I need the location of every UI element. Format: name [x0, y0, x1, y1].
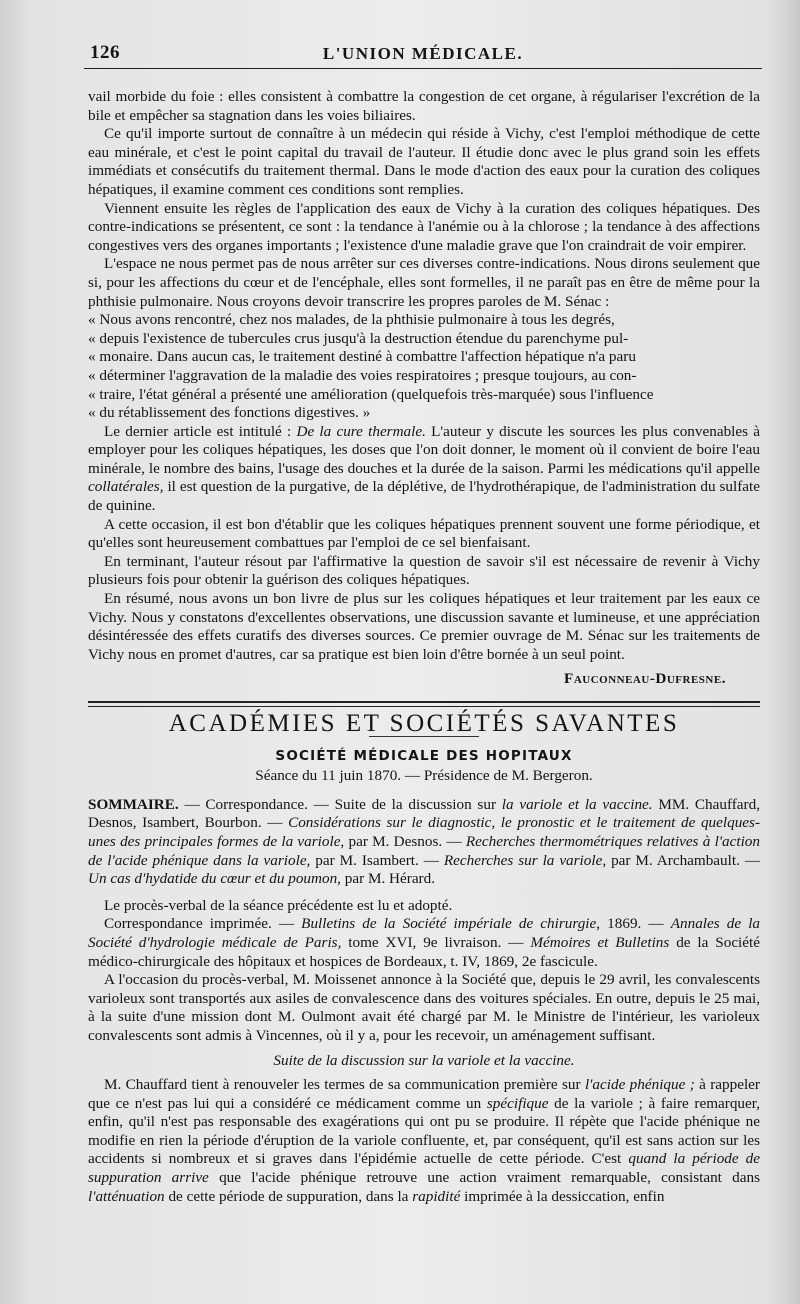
- text-run: par M. Isambert. —: [310, 851, 444, 869]
- author-signature: Fauconneau-Dufresne.: [564, 670, 726, 688]
- summary-label: SOMMAIRE.: [88, 795, 179, 813]
- minutes-paragraph: [88, 1076, 760, 1206]
- italic-run: spécifique: [486, 1094, 549, 1112]
- text-run: il est question de la purgative, de la déplétive, de l'hydrothérapique, de l'administration du sulfate de quinine.: [88, 478, 760, 515]
- minutes-paragraph: [88, 915, 760, 971]
- review-paragraph: L'espace ne nous permet pas de nous arrêter sur ces diverses contre-indications. Nous dirons seulement que si, pour les affections du cœur et de l'encéphale, elles sont formelles, il ne paraît pas en être de même pour la phthisie pulmonaire. Nous croyons devoir transcrire les propres paroles de M. Sénac :: [88, 255, 760, 310]
- italic-run: rapidité: [412, 1187, 461, 1205]
- italic-run: Annales de la Société d'hydrologie médicale de Paris,: [88, 915, 761, 951]
- page-body: [88, 88, 760, 1206]
- text-run: Le dernier article est intitulé :: [104, 422, 297, 440]
- running-title: L'UNION MÉDICALE.: [322, 44, 524, 63]
- text-run: — Correspondance. — Suite de la discussion sur: [178, 795, 502, 813]
- quote-line: « du rétablissement des fonctions digestives. »: [88, 404, 371, 422]
- quote-line: « traire, l'état général a présenté une amélioration (quelquefois très-marquée) sous l'influence: [88, 385, 654, 403]
- review-paragraph: Ce qu'il importe surtout de connaître à un médecin qui réside à Vichy, c'est l'emploi méthodique de cette eau minérale, et c'est le point capital du travail de l'auteur. Il étudie donc avec le plus grand soin les effets immédiats et consécutifs du traitement thermal. Dans le mode d'action des eaux pour la curation des coliques hépatiques, il examine comment ces conditions sont remplies.: [88, 125, 760, 198]
- section-title: ACADÉMIES ET SOCIÉTÉS SAVANTES: [168, 710, 680, 737]
- italic-run: Considérations sur le diagnostic, le pronostic et le traitement de quelques-unes des principales formes de la variole,: [88, 814, 760, 850]
- review-paragraph: [88, 423, 760, 516]
- italic-run: Un cas d'hydatide du cœur et du poumon,: [88, 870, 341, 888]
- italic-run: quand la période de suppuration arrive: [88, 1150, 761, 1187]
- quote-line: « déterminer l'aggravation de la maladie des voies respiratoires ; presque toujours, au con-: [88, 366, 637, 384]
- society-heading: SOCIÉTÉ MÉDICALE DES HOPITAUX: [275, 747, 573, 764]
- text-run: MM. Chauffard, Desnos, Isambert, Bourbon. —: [88, 795, 760, 832]
- text-run: imprimée à la dessiccation, enfin: [460, 1187, 665, 1205]
- text-run: L'auteur y discute les sources les plus convenables à employer pour les coliques hépatiques, les doses que l'on doit donner, le moment où il convient de boire l'eau minérale, le nombre des bains, l'usage des douches et la durée de la saison. Parmi les médications qu'il appelle: [88, 422, 761, 477]
- text-run: de la Société médico-chirurgicale des hôpitaux et hospices de Bordeaux, t. IV, 1869, 2e fascicule.: [88, 933, 760, 970]
- quote-line: « monaire. Dans aucun cas, le traitement destiné à combattre l'affection hépatique n'a paru: [88, 348, 636, 366]
- summary-paragraph: [88, 796, 760, 889]
- italic-run: la variole et la vaccine.: [501, 795, 653, 813]
- italic-run: Recherches sur la variole,: [443, 851, 607, 869]
- review-paragraph: En résumé, nous avons un bon livre de plus sur les coliques hépatiques et leur traitement par les eaux ce Vichy. Nous y constatons d'excellentes observations, une discussion savante et lumineuse, et une appréciation désintéressée des effets curatifs des diverses sources. Ce premier ouvrage de M. Sénac sur les traitements de Vichy nous en promet d'autres, car sa pratique est bien loin d'être bornée à un seul point.: [88, 590, 760, 663]
- text-run: tome XVI, 9e livraison. —: [341, 933, 531, 951]
- session-line: Séance du 11 juin 1870. — Présidence de M. Bergeron.: [255, 767, 593, 785]
- text-run: de la variole ; à faire remarquer, enfin, qu'il n'est pas responsable des exagérations qui ont pu se produire. Il répète que l'acide phénique ne modifie en rien la période d'éruption de la variole confluente, et, par conséquent, qu'il est sans action sur les accidents si nombreux et si graves dans l'épidémie actuelle de cette période. C'est: [88, 1094, 760, 1168]
- review-paragraph: En terminant, l'auteur résout par l'affirmative la question de savoir s'il est nécessaire de revenir à Vichy plusieurs fois pour obtenir la guérison des coliques hépatiques.: [88, 552, 760, 589]
- review-paragraph: vail morbide du foie : elles consistent à combattre la congestion de cet organe, à régulariser l'excrétion de la bile et empêcher sa stagnation dans les voies biliaires.: [88, 88, 760, 124]
- text-run: de cette période de suppuration, dans la: [164, 1187, 413, 1205]
- page-header: [84, 38, 762, 69]
- italic-run: Mémoires et Bulletins: [530, 933, 670, 951]
- text-run: Correspondance imprimée. —: [104, 915, 302, 933]
- page-number: 126: [90, 42, 120, 63]
- italic-run: l'acide phénique ;: [584, 1076, 695, 1094]
- review-paragraph: Viennent ensuite les règles de l'application des eaux de Vichy à la curation des coliques hépatiques. Des contre-indications se présentent, ce sont : la tendance à l'anémie ou à la chlorose ; la tendance à des affections congestives vers des organes importants ; l'existence d'une maladie grave que l'on craindrait de voir empirer.: [88, 199, 760, 254]
- italic-run: Bulletins de la Société impériale de chirurgie,: [301, 915, 601, 933]
- italic-run: De la cure thermale.: [296, 422, 426, 440]
- text-run: que l'acide phénique retrouve une action vraiment remarquable, consistant dans: [208, 1169, 760, 1187]
- quote-line: « Nous avons rencontré, chez nos malades, de la phthisie pulmonaire à tous les degrés,: [88, 311, 615, 329]
- text-run: à rappeler que ce n'est pas lui qui a considéré ce médicament comme un: [88, 1076, 760, 1112]
- text-run: M. Chauffard tient à renouveler les termes de sa communication première sur: [104, 1076, 585, 1094]
- review-paragraph: A cette occasion, il est bon d'établir que les coliques hépatiques prennent souvent une forme périodique, et qu'elles sont heureusement combattues par l'emploi de ce sel bienfaisant.: [88, 515, 760, 552]
- text-run: par M. Desnos. —: [344, 832, 466, 850]
- minutes-paragraph: Le procès-verbal de la séance précédente est lu et adopté.: [104, 896, 453, 914]
- italic-run: Recherches thermométriques relatives à l'action de l'acide phénique dans la variole,: [88, 832, 760, 869]
- italic-run: l'atténuation: [88, 1187, 165, 1205]
- text-run: par M. Archambault. —: [606, 851, 761, 869]
- quote-line: « depuis l'existence de tubercules crus jusqu'à la destruction étendue du parenchyme pul-: [88, 329, 629, 347]
- text-run: par M. Hérard.: [340, 870, 436, 888]
- italic-run: collatérales,: [88, 478, 164, 496]
- section-divider: [88, 701, 760, 707]
- discussion-subheading: Suite de la discussion sur la variole et la vaccine.: [273, 1051, 575, 1069]
- text-run: 1869. —: [600, 915, 671, 933]
- quotation-block: [88, 311, 760, 423]
- minutes-paragraph: A l'occasion du procès-verbal, M. Moissenet annonce à la Société que, depuis le 29 avril, les convalescents varioleux sont transportés aux asiles de convalescence dans des voitures spéciales. En outre, depuis le 25 mai, à la suite d'une mission dont M. Oulmont avait été chargé par M. le Ministre de l'intérieur, les varioleux convalescents sont admis à Vincennes, où il y a, pour les recevoir, un aménagement suffisant.: [88, 971, 760, 1044]
